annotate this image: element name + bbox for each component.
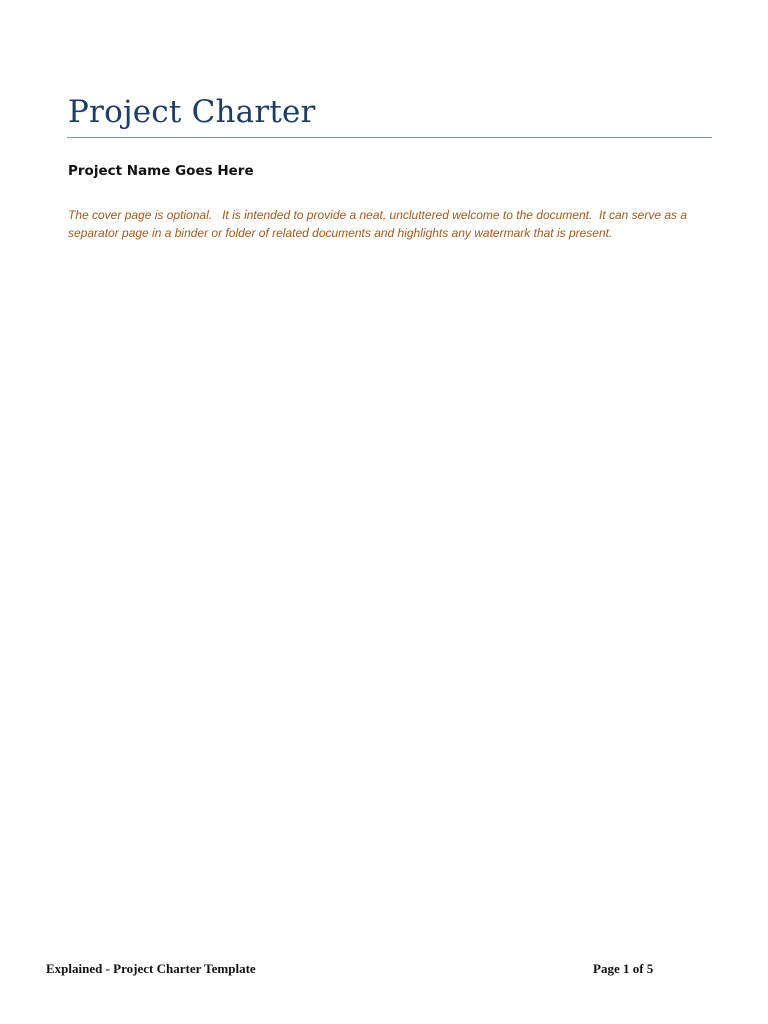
- footer-document-name: Explained - Project Charter Template: [46, 961, 256, 976]
- footer-page-number: Page 1 of 5: [593, 961, 654, 976]
- project-name-heading: Project Name Goes Here: [68, 163, 254, 179]
- cover-page-note: The cover page is optional. It is intended to provide a neat, uncluttered welcome to the document. It can serve as a separator page in a binder or folder of related documents and highlights any watermark that is present.: [68, 208, 691, 240]
- title-divider: [67, 137, 712, 138]
- page-title: Project Charter: [68, 94, 316, 130]
